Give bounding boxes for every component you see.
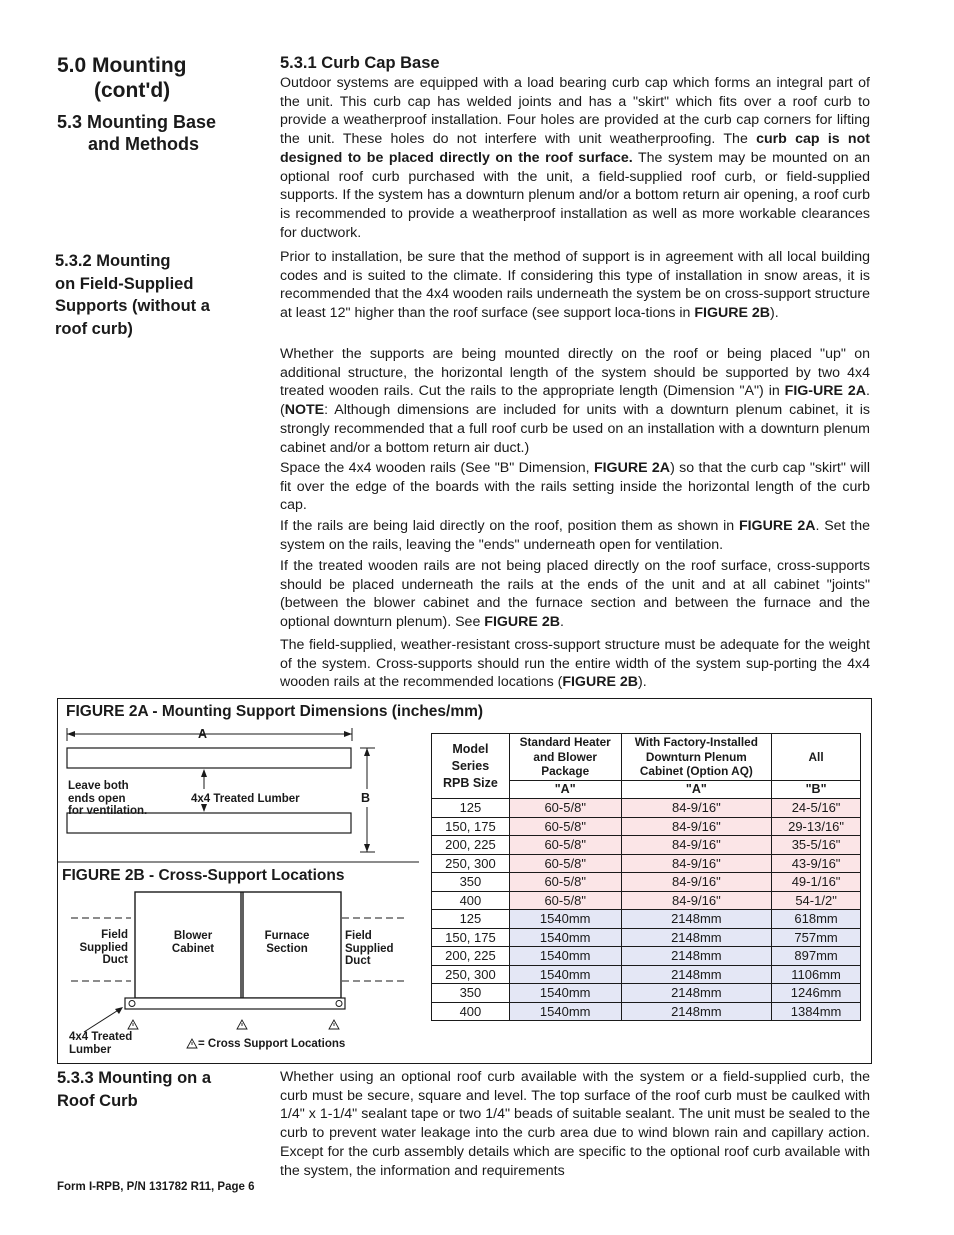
table-cell: 1540mm — [509, 928, 621, 947]
table-row — [432, 891, 861, 910]
cross-support-legend: = Cross Support Locations — [198, 1038, 346, 1050]
ventilation-note: Leave both ends open for ventilation. — [68, 780, 148, 817]
table-cell: 1246mm — [772, 984, 861, 1003]
table-row — [432, 928, 861, 947]
table-cell: 84-9/16" — [621, 891, 772, 910]
page-footer: Form I-RPB, P/N 131782 R11, Page 6 — [57, 1181, 255, 1193]
heading-5-3-1: 5.3.1 Curb Cap Base — [280, 54, 440, 72]
table-cell: 350 — [432, 873, 510, 892]
table-cell: 1106mm — [772, 965, 861, 984]
table-cell: 897mm — [772, 947, 861, 966]
table-row — [432, 817, 861, 836]
table-row — [432, 799, 861, 818]
table-cell: 43-9/16" — [772, 854, 861, 873]
table-cell: 200, 225 — [432, 836, 510, 855]
paragraph-5-3-1: Outdoor systems are equipped with a load bearing curb cap which forms an integral part of the unit. This curb cap has welded joints and has a "skirt" which fits over a roof curb to provide a weatherproof installation. Four holes are provided at the curb cap corners for lifting the unit. These holes do not interfere with unit weatherproofing. The curb cap is not designed to be placed directly on the roof surface. The system may be mounted on an optional roof curb purchased with the unit, a field-supplied roof curb, or field-supplied supports. If the system has a downturn plenum and/or a bottom return air opening, a roof curb is recommended to provide a weatherproof installation as well as more workable clearances for ductwork. — [280, 75, 870, 241]
subheader-b: "B" — [772, 781, 861, 799]
table-cell: 60-5/8" — [509, 836, 621, 855]
table-cell: 350 — [432, 984, 510, 1003]
figure-2b-title: FIGURE 2B - Cross-Support Locations — [62, 867, 345, 884]
table-cell: 1540mm — [509, 965, 621, 984]
subheader-a-standard: "A" — [509, 781, 621, 799]
table-cell: 60-5/8" — [509, 854, 621, 873]
table-cell: 1540mm — [509, 947, 621, 966]
table-cell: 2148mm — [621, 984, 772, 1003]
table-cell: 84-9/16" — [621, 799, 772, 818]
furnace-section-label: Furnace Section — [264, 930, 310, 955]
paragraph-5-3-2-4: If the rails are being laid directly on the roof, position them as shown in FIGURE 2A. Set the system on the rails, leaving the "ends" underneath open for ventilation. — [280, 518, 870, 553]
header-model: Model Series RPB Size — [432, 734, 510, 799]
header-plenum: With Factory-Installed Downturn Plenum Cabinet (Option AQ) — [621, 734, 772, 781]
heading-5-3-2: 5.3.2 Mounting on Field-Supplied Supports (without a roof curb) — [55, 252, 210, 338]
header-all: All — [772, 734, 861, 781]
lumber-label: 4x4 Treated Lumber — [191, 793, 300, 805]
table-cell: 125 — [432, 910, 510, 929]
table-cell: 84-9/16" — [621, 854, 772, 873]
paragraph-5-3-2-6: The field-supplied, weather-resistant cross-support structure must be adequate for the weight of the system. Cross-supports should run the entire width of the system sup-porting the 4x4 wooden rails at the recommended locations (FIGURE 2B). — [280, 637, 870, 691]
lumber-rail — [125, 998, 345, 1009]
cross-support-marker-1 — [128, 1020, 138, 1029]
table-row — [432, 910, 861, 929]
table-cell: 35-5/16" — [772, 836, 861, 855]
cross-support-marker-2 — [237, 1020, 247, 1029]
table-cell: 150, 175 — [432, 817, 510, 836]
table-cell: 1540mm — [509, 1002, 621, 1021]
subheader-a-plenum: "A" — [621, 781, 772, 799]
table-cell: 60-5/8" — [509, 817, 621, 836]
table-cell: 125 — [432, 799, 510, 818]
table-row — [432, 984, 861, 1003]
table-row — [432, 854, 861, 873]
lumber-2b-label: 4x4 Treated Lumber — [69, 1031, 133, 1056]
heading-5-3-3: 5.3.3 Mounting on a Roof Curb — [57, 1069, 212, 1110]
table-cell: 1384mm — [772, 1002, 861, 1021]
table-row — [432, 947, 861, 966]
table-cell: 2148mm — [621, 1002, 772, 1021]
table-cell: 60-5/8" — [509, 799, 621, 818]
table-cell: 150, 175 — [432, 928, 510, 947]
cross-support-legend-icon — [186, 1038, 198, 1049]
table-cell: 2148mm — [621, 928, 772, 947]
table-cell: 200, 225 — [432, 947, 510, 966]
paragraph-5-3-3: Whether using an optional roof curb available with the system or a field-supplied curb, the curb must be secure, square and level. The top surface of the roof curb must be caulked with 1/4" x 1-1/4" sealant tape or two 1/4" beads of suitable sealant. The unit must be sealed to the curb to prevent water leakage into the curb area due to wind blown rain and capillary action. Except for the curb assembly details which are specific to the optional roof curb available with the system, the information and requirements — [280, 1069, 870, 1179]
header-standard: Standard Heater and Blower Package — [509, 734, 621, 781]
table-cell: 24-5/16" — [772, 799, 861, 818]
table-cell: 618mm — [772, 910, 861, 929]
table-cell: 54-1/2" — [772, 891, 861, 910]
table-cell: 2148mm — [621, 947, 772, 966]
field-duct-right-label: Field Supplied Duct — [345, 930, 394, 967]
dimension-b-label: B — [361, 791, 371, 805]
table-cell: 29-13/16" — [772, 817, 861, 836]
paragraph-5-3-2-2: Whether the supports are being mounted directly on the roof or being placed "up" on additional structure, the horizontal length of the system should be supported by two 4x4 treated wooden rails. Cut the rails to the appropriate length (Dimension "A") in FIG-URE 2A. (NOTE: Although dimensions are included for units with a downturn plenum cabinet, it is strongly recommended that a full roof curb be used on an installation with a downturn plenum cabinet and/or a bottom return air duct.) — [280, 346, 870, 456]
figure-2a-title: FIGURE 2A - Mounting Support Dimensions (inches/mm) — [66, 703, 484, 720]
table-cell: 250, 300 — [432, 854, 510, 873]
rail-top — [67, 748, 351, 768]
table-body — [432, 799, 861, 1021]
subsection-title-5-3: 5.3 Mounting Base and Methods — [57, 112, 217, 154]
table-cell: 84-9/16" — [621, 873, 772, 892]
table-row — [432, 873, 861, 892]
table-cell: 1540mm — [509, 910, 621, 929]
dimension-a-label: A — [198, 727, 208, 741]
paragraph-5-3-2-1: Prior to installation, be sure that the method of support is in agreement with all local building codes and is suited to the climate. If considering this type of installation in snow areas, it is recommended that the 4x4 wooden rails underneath the system be on cross-support structure at least 12" higher than the roof surface (see support loca-tions in FIGURE 2B). — [280, 249, 870, 322]
section-title: 5.0 Mounting (cont'd) — [57, 54, 187, 102]
table-row — [432, 965, 861, 984]
cross-support-marker-3 — [329, 1020, 339, 1029]
table-cell: 49-1/16" — [772, 873, 861, 892]
table-cell: 400 — [432, 891, 510, 910]
table-row — [432, 1002, 861, 1021]
paragraph-5-3-2-3: Space the 4x4 wooden rails (See "B" Dimension, FIGURE 2A) so that the curb cap "skirt" will fit over the edge of the boards with the rails setting inside the horizontal length of the curb cap. — [280, 460, 870, 514]
table-cell: 2148mm — [621, 965, 772, 984]
paragraph-5-3-2-5: If the treated wooden rails are not being placed directly on the roof surface, cross-supports should be placed underneath the rails at the ends of the unit and at all cabinet "joints" (between the blower cabinet and the furnace section and between the furnace and the optional downturn plenum). See FIGURE 2B. — [280, 558, 870, 631]
blower-cabinet-label: Blower Cabinet — [171, 930, 215, 955]
table-cell: 60-5/8" — [509, 873, 621, 892]
table-cell: 84-9/16" — [621, 817, 772, 836]
dimensions-table — [431, 733, 861, 1021]
table-cell: 1540mm — [509, 984, 621, 1003]
table-row — [432, 836, 861, 855]
table-cell: 84-9/16" — [621, 836, 772, 855]
table-cell: 757mm — [772, 928, 861, 947]
table-cell: 250, 300 — [432, 965, 510, 984]
table-cell: 400 — [432, 1002, 510, 1021]
field-duct-left-label: Field Supplied Duct — [79, 929, 128, 966]
table-cell: 2148mm — [621, 910, 772, 929]
table-cell: 60-5/8" — [509, 891, 621, 910]
